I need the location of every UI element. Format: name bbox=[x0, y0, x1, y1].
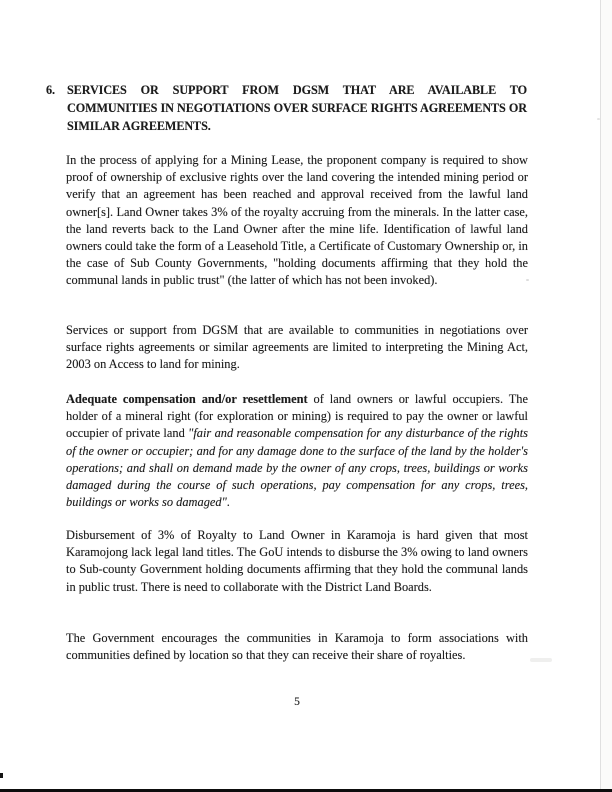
section-heading bbox=[46, 81, 527, 135]
scan-speck-artifact bbox=[526, 279, 529, 281]
paragraph-dgsm-support: Services or support from DGSM that are available to communities in negotiations over surface rights agreements or similar agreements are limited to interpreting the Mining Act, 2003 on Access to land for mining. bbox=[66, 323, 528, 372]
paragraph-compensation: Adequate compensation and/or resettlement of land owners or lawful occupiers. The holder of a mineral right (for exploration or mining) is required to pay the owner or lawful occupier of private land "fair and reasonable compensation for any disturbance of the rights of the owner or occupier; and for any damage done to the surface of the land by the holder's operations; and shall on demand made by the owner of any crops, trees, buildings or works damaged during the course of such operations, pay compensation for any crops, trees, buildings or works so damaged". bbox=[66, 392, 528, 510]
scan-smudge-artifact bbox=[530, 658, 552, 662]
section-number: 6. bbox=[46, 83, 55, 97]
paragraph-disbursement: Disbursement of 3% of Royalty to Land Owner in Karamoja is hard given that most Karamojong lack legal land titles. The GoU intends to disburse the 3% owing to land owners to Sub-county Government holding documents affirming that they hold the communal lands in public trust. There is need to collaborate with the District Land Boards. bbox=[66, 528, 528, 594]
scan-left-mark-artifact bbox=[0, 773, 3, 778]
page-number: 5 bbox=[294, 696, 300, 708]
paragraph-mining-lease: In the process of applying for a Mining Lease, the proponent company is required to show proof of ownership of exclusive rights over the land covering the intended mining period or verify that an agreement has been reached and approval received from the lawful land owner[s]. Land Owner takes 3% of the royalty accruing from the minerals. In the latter case, the land reverts back to the Land Owner after the mine life. Identification of lawful land owners could take the form of a Leasehold Title, a Certificate of Customary Ownership or, in the case of Sub County Governments, "holding documents affirming that they hold the communal lands in public trust" (the latter of which has not been invoked). bbox=[66, 153, 528, 288]
paragraph-associations: The Government encourages the communities in Karamoja to form associations with communities defined by location so that they can receive their share of royalties. bbox=[66, 631, 528, 663]
scan-speck-artifact bbox=[597, 118, 600, 120]
scan-edge-band-artifact bbox=[601, 0, 612, 792]
section-heading-text: SERVICES OR SUPPORT FROM DGSM THAT ARE AVAILABLE TO COMMUNITIES IN NEGOTIATIONS OVER SURFACE RIGHTS AGREEMENTS OR SIMILAR AGREEMENTS. bbox=[67, 83, 527, 133]
